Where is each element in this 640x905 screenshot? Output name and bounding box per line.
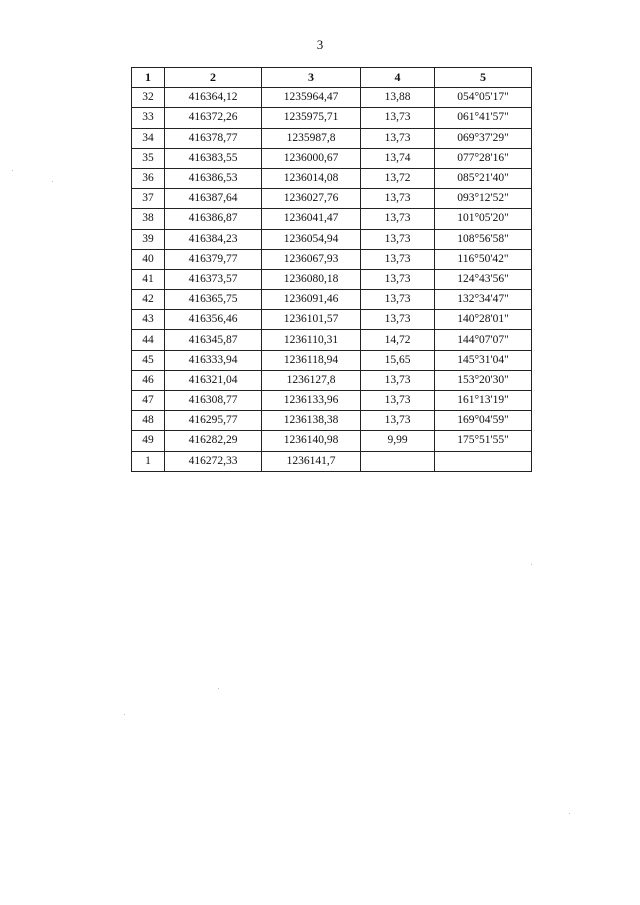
cell-point: 38 bbox=[132, 209, 165, 229]
cell-y: 1236041,47 bbox=[262, 209, 361, 229]
cell-angle: 108°56'58" bbox=[435, 229, 532, 249]
cell-angle: 061°41'57" bbox=[435, 108, 532, 128]
cell-x: 416356,46 bbox=[165, 310, 262, 330]
cell-distance: 13,73 bbox=[361, 128, 435, 148]
table-row bbox=[132, 431, 532, 451]
table-row bbox=[132, 411, 532, 431]
cell-y: 1236091,46 bbox=[262, 290, 361, 310]
cell-distance: 13,73 bbox=[361, 290, 435, 310]
table-row bbox=[132, 168, 532, 188]
table-row bbox=[132, 451, 532, 471]
cell-point: 39 bbox=[132, 229, 165, 249]
cell-angle: 145°31'04" bbox=[435, 350, 532, 370]
scan-speck bbox=[569, 813, 570, 814]
cell-x: 416387,64 bbox=[165, 189, 262, 209]
cell-angle: 175°51'55" bbox=[435, 431, 532, 451]
table-row bbox=[132, 350, 532, 370]
column-header-distance: 4 bbox=[361, 68, 435, 88]
cell-point: 45 bbox=[132, 350, 165, 370]
table-row bbox=[132, 391, 532, 411]
cell-angle: 124°43'56" bbox=[435, 269, 532, 289]
column-header-angle: 5 bbox=[435, 68, 532, 88]
cell-point: 36 bbox=[132, 168, 165, 188]
cell-x: 416372,26 bbox=[165, 108, 262, 128]
cell-x: 416373,57 bbox=[165, 269, 262, 289]
cell-y: 1236054,94 bbox=[262, 229, 361, 249]
column-header-point: 1 bbox=[132, 68, 165, 88]
column-header-x: 2 bbox=[165, 68, 262, 88]
table-row bbox=[132, 209, 532, 229]
table-row bbox=[132, 108, 532, 128]
cell-angle: 132°34'47" bbox=[435, 290, 532, 310]
cell-y: 1236027,76 bbox=[262, 189, 361, 209]
cell-point: 32 bbox=[132, 88, 165, 108]
cell-point: 35 bbox=[132, 148, 165, 168]
cell-x: 416345,87 bbox=[165, 330, 262, 350]
cell-distance: 13,73 bbox=[361, 269, 435, 289]
cell-distance bbox=[361, 451, 435, 471]
table-row bbox=[132, 229, 532, 249]
table-row bbox=[132, 330, 532, 350]
cell-angle: 101°05'20" bbox=[435, 209, 532, 229]
table-row bbox=[132, 148, 532, 168]
cell-y: 1236133,96 bbox=[262, 391, 361, 411]
cell-distance: 13,73 bbox=[361, 310, 435, 330]
scan-speck bbox=[52, 181, 53, 182]
table-header-row bbox=[132, 68, 532, 88]
table-row bbox=[132, 370, 532, 390]
cell-y: 1236067,93 bbox=[262, 249, 361, 269]
cell-y: 1236110,31 bbox=[262, 330, 361, 350]
cell-distance: 13,73 bbox=[361, 209, 435, 229]
table-row bbox=[132, 88, 532, 108]
cell-y: 1236000,67 bbox=[262, 148, 361, 168]
cell-y: 1236080,18 bbox=[262, 269, 361, 289]
cell-angle: 153°20'30" bbox=[435, 370, 532, 390]
cell-point: 47 bbox=[132, 391, 165, 411]
cell-distance: 9,99 bbox=[361, 431, 435, 451]
cell-distance: 13,88 bbox=[361, 88, 435, 108]
cell-angle: 144°07'07" bbox=[435, 330, 532, 350]
coordinates-table bbox=[131, 67, 532, 472]
cell-x: 416364,12 bbox=[165, 88, 262, 108]
scan-speck bbox=[531, 564, 532, 565]
scan-speck bbox=[12, 170, 13, 171]
cell-point: 1 bbox=[132, 451, 165, 471]
table-row bbox=[132, 269, 532, 289]
cell-x: 416386,53 bbox=[165, 168, 262, 188]
cell-angle: 069°37'29" bbox=[435, 128, 532, 148]
cell-x: 416282,29 bbox=[165, 431, 262, 451]
table-row bbox=[132, 189, 532, 209]
cell-point: 43 bbox=[132, 310, 165, 330]
cell-distance: 13,73 bbox=[361, 411, 435, 431]
cell-point: 33 bbox=[132, 108, 165, 128]
cell-distance: 13,73 bbox=[361, 249, 435, 269]
table-body bbox=[132, 88, 532, 472]
cell-y: 1236138,38 bbox=[262, 411, 361, 431]
cell-distance: 15,65 bbox=[361, 350, 435, 370]
cell-x: 416365,75 bbox=[165, 290, 262, 310]
cell-x: 416321,04 bbox=[165, 370, 262, 390]
cell-angle: 085°21'40" bbox=[435, 168, 532, 188]
cell-angle: 169°04'59" bbox=[435, 411, 532, 431]
cell-y: 1236101,57 bbox=[262, 310, 361, 330]
table-row bbox=[132, 310, 532, 330]
scan-speck bbox=[124, 714, 125, 715]
cell-point: 42 bbox=[132, 290, 165, 310]
cell-angle: 161°13'19" bbox=[435, 391, 532, 411]
cell-angle: 140°28'01" bbox=[435, 310, 532, 330]
cell-point: 34 bbox=[132, 128, 165, 148]
cell-y: 1236141,7 bbox=[262, 451, 361, 471]
cell-y: 1236118,94 bbox=[262, 350, 361, 370]
cell-point: 48 bbox=[132, 411, 165, 431]
cell-x: 416308,77 bbox=[165, 391, 262, 411]
cell-angle: 093°12'52" bbox=[435, 189, 532, 209]
cell-angle: 077°28'16" bbox=[435, 148, 532, 168]
cell-y: 1235975,71 bbox=[262, 108, 361, 128]
cell-y: 1236127,8 bbox=[262, 370, 361, 390]
cell-y: 1235987,8 bbox=[262, 128, 361, 148]
cell-x: 416379,77 bbox=[165, 249, 262, 269]
page-number: 3 bbox=[316, 37, 324, 52]
cell-point: 44 bbox=[132, 330, 165, 350]
cell-angle bbox=[435, 451, 532, 471]
cell-distance: 13,72 bbox=[361, 168, 435, 188]
cell-x: 416386,87 bbox=[165, 209, 262, 229]
column-header-y: 3 bbox=[262, 68, 361, 88]
cell-distance: 13,73 bbox=[361, 370, 435, 390]
cell-distance: 13,74 bbox=[361, 148, 435, 168]
table-row bbox=[132, 249, 532, 269]
scan-speck bbox=[218, 688, 219, 689]
cell-x: 416378,77 bbox=[165, 128, 262, 148]
cell-distance: 13,73 bbox=[361, 391, 435, 411]
table-row bbox=[132, 128, 532, 148]
cell-x: 416295,77 bbox=[165, 411, 262, 431]
cell-point: 41 bbox=[132, 269, 165, 289]
cell-x: 416333,94 bbox=[165, 350, 262, 370]
cell-distance: 13,73 bbox=[361, 229, 435, 249]
cell-point: 46 bbox=[132, 370, 165, 390]
cell-angle: 116°50'42" bbox=[435, 249, 532, 269]
cell-x: 416272,33 bbox=[165, 451, 262, 471]
cell-distance: 13,73 bbox=[361, 189, 435, 209]
cell-distance: 13,73 bbox=[361, 108, 435, 128]
cell-point: 37 bbox=[132, 189, 165, 209]
cell-point: 49 bbox=[132, 431, 165, 451]
cell-y: 1236140,98 bbox=[262, 431, 361, 451]
cell-x: 416383,55 bbox=[165, 148, 262, 168]
cell-point: 40 bbox=[132, 249, 165, 269]
cell-y: 1235964,47 bbox=[262, 88, 361, 108]
cell-x: 416384,23 bbox=[165, 229, 262, 249]
cell-distance: 14,72 bbox=[361, 330, 435, 350]
cell-angle: 054°05'17" bbox=[435, 88, 532, 108]
cell-y: 1236014,08 bbox=[262, 168, 361, 188]
table-row bbox=[132, 290, 532, 310]
